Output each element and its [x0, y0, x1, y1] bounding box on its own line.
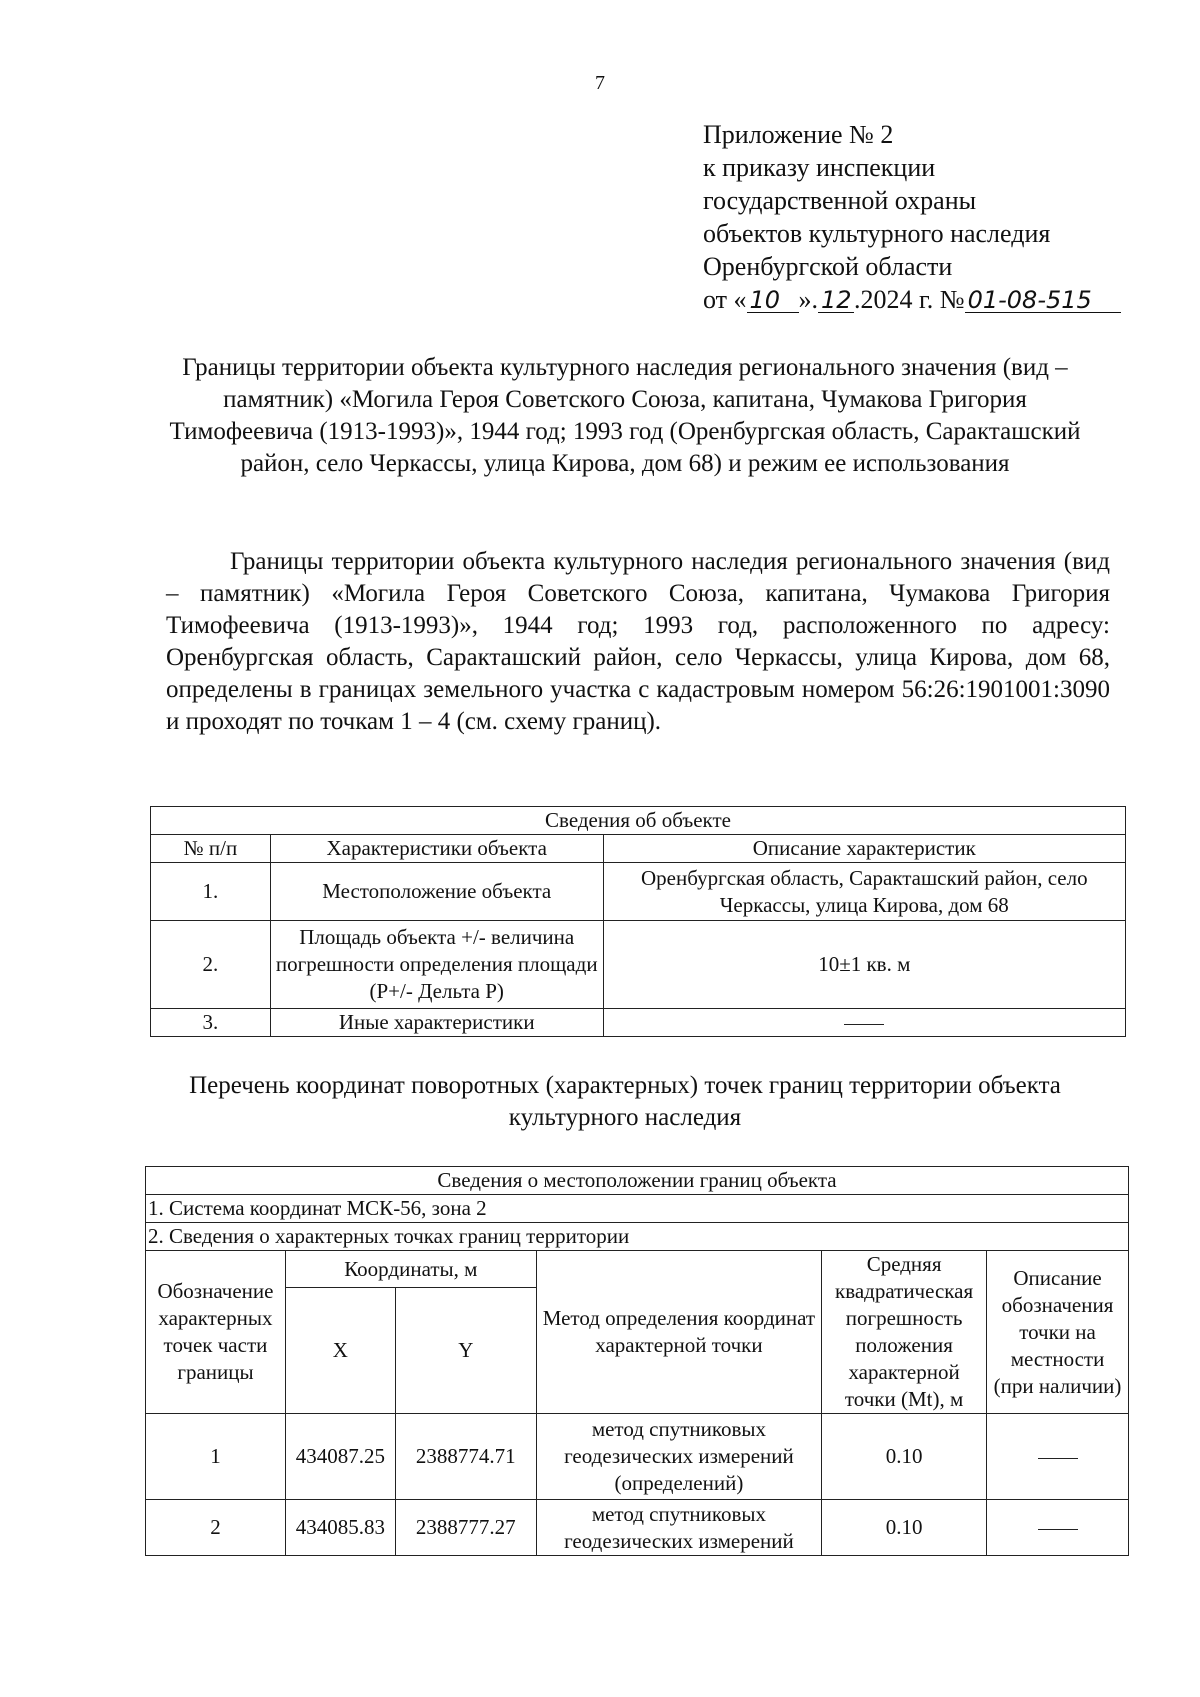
coords-table-title: Сведения о местоположении границ объекта [146, 1167, 1129, 1195]
dash-mark [844, 1024, 884, 1025]
object-table-title: Сведения об объекте [151, 807, 1126, 835]
row-number: 1. [151, 863, 271, 921]
table-row [151, 1009, 1126, 1037]
appendix-line: Приложение № 2 [703, 120, 894, 149]
table-row [151, 921, 1126, 1009]
table-header-row [146, 1251, 1129, 1288]
handwritten-order-number: 01-08-515 [965, 288, 1121, 313]
header-description: Описание характеристик [603, 835, 1125, 863]
coordinates-table [145, 1166, 1129, 1556]
appendix-line: государственной охраны [703, 186, 977, 215]
coordinate-system-row [146, 1195, 1129, 1223]
date-prefix: от « [703, 285, 747, 314]
coordinates-section-title: Перечень координат поворотных (характерных) точек границ территории объекта культурного наследия [189, 1072, 1061, 1131]
point-accuracy: 0.10 [822, 1500, 987, 1556]
points-heading: 2. Сведения о характерных точках границ территории [146, 1223, 1129, 1251]
date-year: .2024 г. № [854, 285, 965, 314]
header-point-description: Описание обозначения точки на местности (при наличии) [987, 1251, 1129, 1414]
row-characteristic: Местоположение объекта [270, 863, 603, 921]
header-point-designation: Обозначение характерных точек части границы [146, 1251, 286, 1414]
table-header-row [151, 835, 1126, 863]
coordinate-system: 1. Система координат МСК-56, зона 2 [146, 1195, 1129, 1223]
document-title: Границы территории объекта культурного наследия регионального значения (вид – памятник) «Могила Героя Советского Союза, капитана, Чумакова Григория Тимофеевича (1913-1993)», 1944 год; 1993 год (Оренбургская область, Саракташский район, село Черкассы, улица Кирова, дом 68) и режим ее использования [169, 354, 1081, 477]
point-y: 2388777.27 [395, 1500, 536, 1556]
point-method: метод спутниковых геодезических измерений (определений) [536, 1414, 821, 1500]
table-row [146, 1414, 1129, 1500]
row-description: Оренбургская область, Саракташский район, село Черкассы, улица Кирова, дом 68 [603, 863, 1125, 921]
page-number: 7 [595, 72, 605, 94]
point-accuracy: 0.10 [822, 1414, 987, 1500]
row-description: 10±1 кв. м [603, 921, 1125, 1009]
point-x: 434087.25 [285, 1414, 395, 1500]
header-accuracy: Средняя квадратическая погрешность положения характерной точки (Mt), м [822, 1251, 987, 1414]
row-description-empty [603, 1009, 1125, 1037]
point-id: 1 [146, 1414, 286, 1500]
row-number: 3. [151, 1009, 271, 1037]
appendix-block [703, 118, 1121, 316]
order-date-line [703, 283, 1121, 316]
date-separator: ». [798, 285, 819, 314]
header-x: X [285, 1288, 395, 1414]
point-description [987, 1500, 1129, 1556]
table-row [151, 863, 1126, 921]
point-x: 434085.83 [285, 1500, 395, 1556]
table-title-row [151, 807, 1126, 835]
header-coordinates: Координаты, м [285, 1251, 536, 1288]
object-info-table [150, 806, 1126, 1037]
appendix-line: Оренбургской области [703, 252, 953, 281]
point-y: 2388774.71 [395, 1414, 536, 1500]
point-method: метод спутниковых геодезических измерений [536, 1500, 821, 1556]
row-characteristic: Иные характеристики [270, 1009, 603, 1037]
header-number: № п/п [151, 835, 271, 863]
intro-paragraph: Границы территории объекта культурного наследия регионального значения (вид – памятник) «Могила Героя Советского Союза, капитана, Чумакова Григория Тимофеевича (1913-1993)», 1944 год; 1993 год, расположенного по адресу: Оренбургская область, Саракташский район, село Черкассы, улица Кирова, дом 68, определены в границах земельного участка с кадастровым номером 56:26:1901001:3090 и проходят по точкам 1 – 4 (см. схему границ). [166, 548, 1110, 735]
row-number: 2. [151, 921, 271, 1009]
dash-mark [1038, 1529, 1078, 1530]
dash-mark [1038, 1458, 1078, 1459]
points-heading-row [146, 1223, 1129, 1251]
appendix-line: объектов культурного наследия [703, 219, 1051, 248]
point-description [987, 1414, 1129, 1500]
point-id: 2 [146, 1500, 286, 1556]
header-method: Метод определения координат характерной точки [536, 1251, 821, 1414]
header-y: Y [395, 1288, 536, 1414]
handwritten-month: 12 [818, 288, 854, 313]
row-characteristic: Площадь объекта +/- величина погрешности определения площади (Р+/- Дельта Р) [270, 921, 603, 1009]
header-characteristic: Характеристики объекта [270, 835, 603, 863]
handwritten-day: 10 [747, 288, 799, 313]
table-row [146, 1500, 1129, 1556]
table-title-row [146, 1167, 1129, 1195]
appendix-line: к приказу инспекции [703, 153, 936, 182]
